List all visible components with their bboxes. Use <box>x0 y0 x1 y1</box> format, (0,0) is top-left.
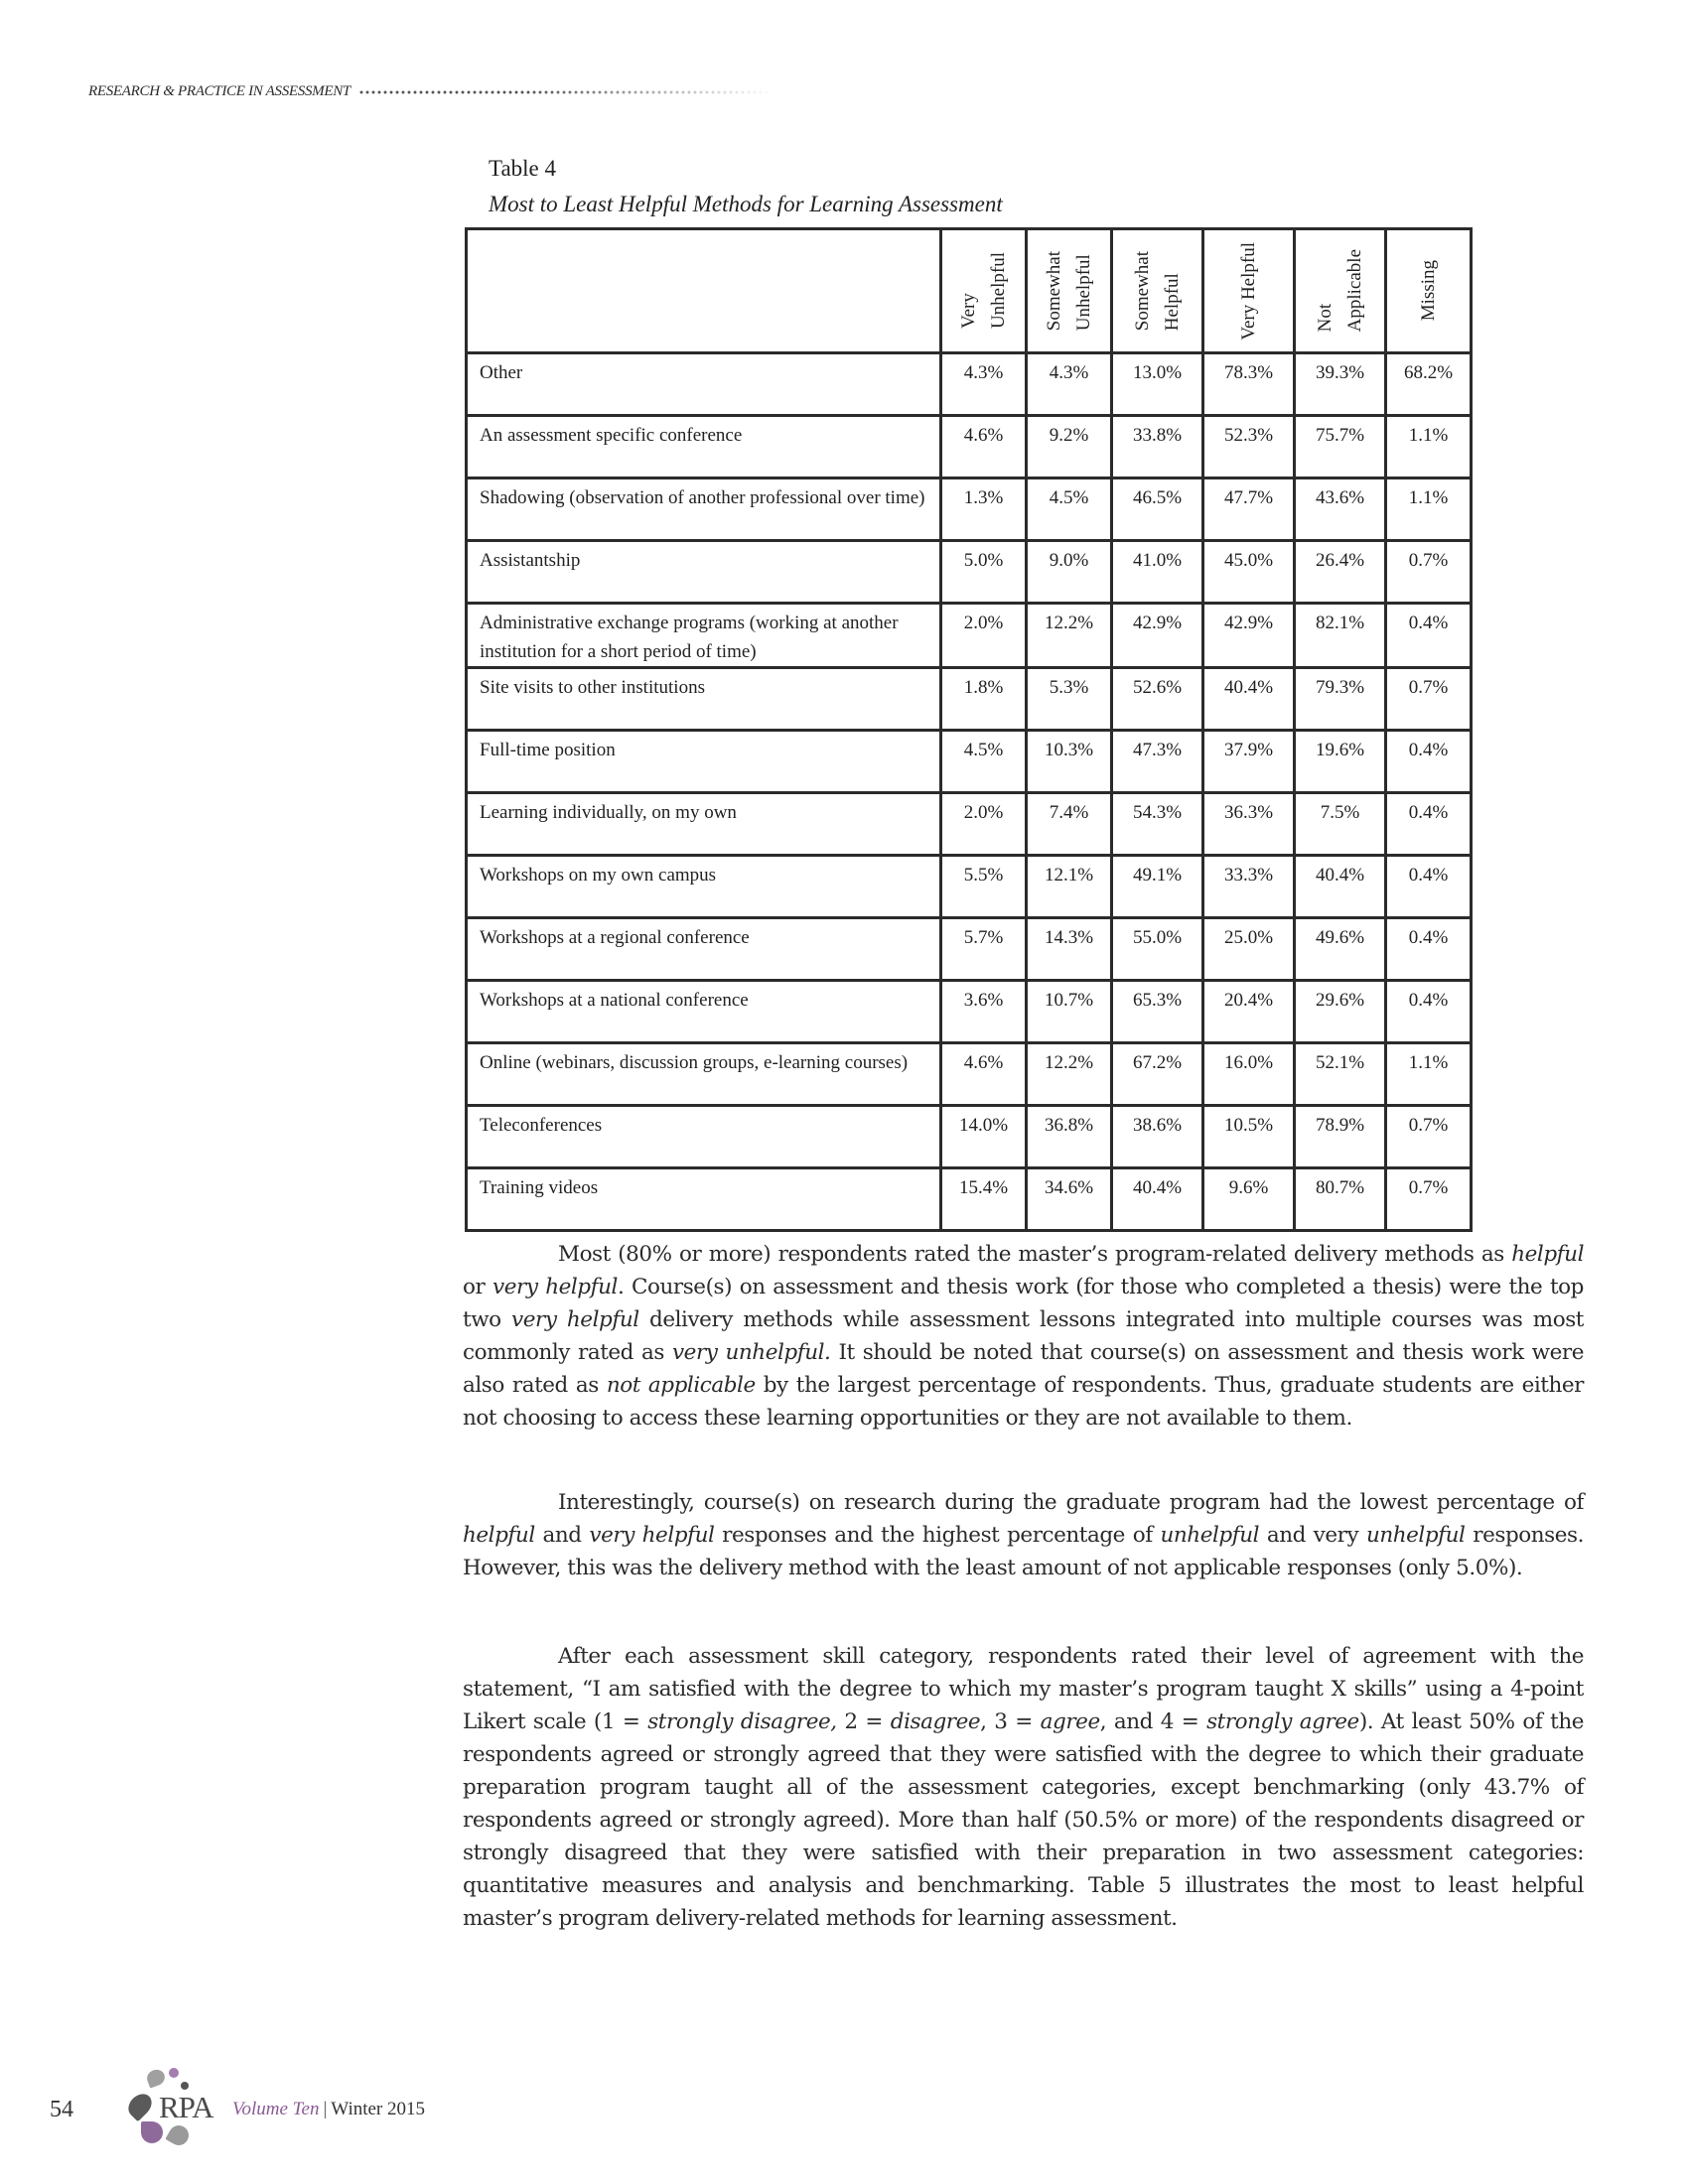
body-text: . Course(s) on assessment and thesis work (for those who completed a thesis) were the top two <box>463 1275 1584 1332</box>
table-cell: 0.7% <box>1386 1168 1472 1231</box>
table-cell: 0.7% <box>1386 541 1472 604</box>
table-cell: 12.2% <box>1027 604 1112 668</box>
table-cell: 3.6% <box>941 981 1027 1043</box>
table-cell: 10.5% <box>1203 1106 1295 1168</box>
emphasis-text: very helpful <box>492 1275 618 1299</box>
table-cell: 38.6% <box>1112 1106 1203 1168</box>
table-cell: 40.4% <box>1295 856 1386 918</box>
column-header: Not Applicable <box>1295 229 1386 353</box>
table-cell: 4.6% <box>941 416 1027 478</box>
column-header: Somewhat Helpful <box>1112 229 1203 353</box>
column-header: Missing <box>1386 229 1472 353</box>
body-text: responses and the highest percentage of <box>714 1523 1161 1548</box>
body-text: Interestingly, course(s) on research during the graduate program had the lowest percentage of <box>558 1490 1584 1515</box>
table-cell: 9.6% <box>1203 1168 1295 1231</box>
body-text: , and 4 = <box>1099 1709 1207 1734</box>
emphasis-text: helpful <box>463 1523 535 1548</box>
table-cell: 65.3% <box>1112 981 1203 1043</box>
table-row <box>467 1168 1472 1231</box>
journal-title: RESEARCH & PRACTICE IN ASSESSMENT <box>88 83 351 99</box>
paragraph <box>463 1238 1584 1434</box>
body-text: delivery methods while assessment lessons integrated into multiple courses was most commonly rated as <box>463 1307 1584 1365</box>
table-cell: 36.3% <box>1203 793 1295 856</box>
row-label: Assistantship <box>467 541 941 604</box>
table-cell: 1.1% <box>1386 416 1472 478</box>
table-cell: 26.4% <box>1295 541 1386 604</box>
table-cell: 33.8% <box>1112 416 1203 478</box>
table-cell: 45.0% <box>1203 541 1295 604</box>
page-footer <box>50 2070 425 2149</box>
table-cell: 55.0% <box>1112 918 1203 981</box>
logo-petal-icon <box>169 2068 179 2078</box>
table-cell: 5.3% <box>1027 668 1112 731</box>
table-cell: 0.4% <box>1386 731 1472 793</box>
body-text: responses. However, this was the delivery method with the least amount of not applicable responses (only 5.0%). <box>463 1523 1584 1580</box>
table-cell: 15.4% <box>941 1168 1027 1231</box>
table-cell: 0.4% <box>1386 981 1472 1043</box>
table-cell: 82.1% <box>1295 604 1386 668</box>
table-cell: 5.7% <box>941 918 1027 981</box>
body-text: 2 = <box>836 1709 891 1734</box>
table-cell: 54.3% <box>1112 793 1203 856</box>
table-cell: 0.4% <box>1386 918 1472 981</box>
table-cell: 2.0% <box>941 793 1027 856</box>
table-cell: 78.9% <box>1295 1106 1386 1168</box>
table-cell: 10.3% <box>1027 731 1112 793</box>
logo-petal-icon <box>145 2067 167 2088</box>
logo-petal-icon <box>124 2090 157 2122</box>
table-cell: 47.7% <box>1203 478 1295 541</box>
table-cell: 16.0% <box>1203 1043 1295 1106</box>
data-table <box>465 227 1473 1232</box>
emphasis-text: helpful <box>1511 1242 1584 1267</box>
table-cell: 42.9% <box>1112 604 1203 668</box>
emphasis-text: unhelpful <box>1160 1523 1260 1548</box>
table-cell: 9.2% <box>1027 416 1112 478</box>
table-cell: 20.4% <box>1203 981 1295 1043</box>
emphasis-text: strongly disagree, <box>647 1709 837 1734</box>
table-cell: 0.4% <box>1386 793 1472 856</box>
table-row <box>467 1106 1472 1168</box>
row-label: Full-time position <box>467 731 941 793</box>
table-row <box>467 981 1472 1043</box>
table-cell: 52.1% <box>1295 1043 1386 1106</box>
emphasis-text: disagree <box>890 1709 981 1734</box>
body-text: ). At least 50% of the respondents agreed or strongly agreed that they were satisfied with the degree to which their graduate preparation program taught all of the assessment categories, except benchmarking (only 43.7% of respondents agreed or strongly agreed). More than half (50.5% or more) of the respondents disagreed or strongly disagreed that they were satisfied with their preparation in two assessment categories: quantitative measures and analysis and benchmarking. Table 5 illustrates the most to least helpful master’s program delivery-related methods for learning assessment. <box>463 1709 1585 1931</box>
table-cell: 1.1% <box>1386 1043 1472 1106</box>
table-header-row <box>467 229 1472 353</box>
table-cell: 29.6% <box>1295 981 1386 1043</box>
row-label: Administrative exchange programs (working at another institution for a short period of time) <box>467 604 941 668</box>
table-row <box>467 353 1472 416</box>
row-label: Other <box>467 353 941 416</box>
table-cell: 67.2% <box>1112 1043 1203 1106</box>
table-cell: 2.0% <box>941 604 1027 668</box>
table-cell: 40.4% <box>1112 1168 1203 1231</box>
emphasis-text: very unhelpful. <box>671 1340 831 1365</box>
row-label: Workshops at a regional conference <box>467 918 941 981</box>
table-cell: 12.2% <box>1027 1043 1112 1106</box>
table-cell: 5.5% <box>941 856 1027 918</box>
table-title: Most to Least Helpful Methods for Learning Assessment <box>489 192 1003 216</box>
logo-petal-icon <box>165 2121 192 2148</box>
table-row <box>467 604 1472 668</box>
table-cell: 80.7% <box>1295 1168 1386 1231</box>
body-text: After each assessment skill category, respondents rated their level of agreement with the statement, “I am satisfied with the degree to which my master’s program taught X skills” using a 4-point Likert scale (1 = <box>463 1644 1584 1734</box>
row-label: Training videos <box>467 1168 941 1231</box>
row-label: Workshops at a national conference <box>467 981 941 1043</box>
table-cell: 25.0% <box>1203 918 1295 981</box>
table-cell: 5.0% <box>941 541 1027 604</box>
table-cell: 13.0% <box>1112 353 1203 416</box>
emphasis-text: agree <box>1040 1709 1100 1734</box>
table-cell: 52.3% <box>1203 416 1295 478</box>
column-header: Somewhat Unhelpful <box>1027 229 1112 353</box>
table-cell: 14.3% <box>1027 918 1112 981</box>
table-cell: 9.0% <box>1027 541 1112 604</box>
table-row <box>467 731 1472 793</box>
table-cell: 1.1% <box>1386 478 1472 541</box>
table-row <box>467 793 1472 856</box>
volume-label: Volume Ten <box>232 2099 320 2119</box>
dotted-rule <box>358 90 775 94</box>
emphasis-text: strongly agree <box>1206 1709 1359 1734</box>
emphasis-text: not applicable <box>606 1373 756 1398</box>
table-cell: 4.5% <box>1027 478 1112 541</box>
emphasis-text: very helpful <box>511 1307 639 1332</box>
table-cell: 75.7% <box>1295 416 1386 478</box>
table-cell: 78.3% <box>1203 353 1295 416</box>
running-head <box>88 83 775 100</box>
body-text: and <box>534 1523 590 1548</box>
rpa-logo <box>119 2070 228 2149</box>
table-cell: 4.3% <box>941 353 1027 416</box>
body-text: and very <box>1259 1523 1366 1548</box>
row-label: An assessment specific conference <box>467 416 941 478</box>
table-cell: 1.8% <box>941 668 1027 731</box>
emphasis-text: very helpful <box>589 1523 715 1548</box>
table-row <box>467 478 1472 541</box>
table-cell: 47.3% <box>1112 731 1203 793</box>
table-cell: 42.9% <box>1203 604 1295 668</box>
table-cell: 4.3% <box>1027 353 1112 416</box>
table-cell: 0.7% <box>1386 1106 1472 1168</box>
table-cell: 7.5% <box>1295 793 1386 856</box>
table-cell: 19.6% <box>1295 731 1386 793</box>
body-text: Most (80% or more) respondents rated the master’s program-related delivery methods as <box>558 1242 1512 1267</box>
table-cell: 37.9% <box>1203 731 1295 793</box>
body-text: or <box>463 1275 493 1299</box>
issue-season: Winter 2015 <box>331 2099 426 2119</box>
table-cell: 0.4% <box>1386 856 1472 918</box>
table-cell: 7.4% <box>1027 793 1112 856</box>
table-cell: 49.1% <box>1112 856 1203 918</box>
table-cell: 4.6% <box>941 1043 1027 1106</box>
table-cell: 52.6% <box>1112 668 1203 731</box>
body-text: by the largest percentage of respondents. Thus, graduate students are either not choosing to access these learning opportunities or they are not available to them. <box>463 1373 1584 1431</box>
body-text: It should be noted that course(s) on assessment and thesis work were also rated as <box>463 1340 1585 1398</box>
table-row <box>467 668 1472 731</box>
table-row <box>467 1043 1472 1106</box>
column-header: Very Unhelpful <box>941 229 1027 353</box>
emphasis-text: unhelpful <box>1365 1523 1466 1548</box>
table-cell: 68.2% <box>1386 353 1472 416</box>
table-cell: 36.8% <box>1027 1106 1112 1168</box>
paragraph <box>463 1486 1584 1584</box>
table-cell: 0.4% <box>1386 604 1472 668</box>
row-label: Online (webinars, discussion groups, e-learning courses) <box>467 1043 941 1106</box>
table-cell: 10.7% <box>1027 981 1112 1043</box>
row-label: Workshops on my own campus <box>467 856 941 918</box>
table-row <box>467 918 1472 981</box>
table-row <box>467 856 1472 918</box>
table-number: Table 4 <box>489 156 557 181</box>
paragraph <box>463 1640 1584 1935</box>
table-cell: 46.5% <box>1112 478 1203 541</box>
body-text: , 3 = <box>980 1709 1041 1734</box>
table-cell: 1.3% <box>941 478 1027 541</box>
table-cell: 34.6% <box>1027 1168 1112 1231</box>
logo-text: RPA <box>159 2090 213 2124</box>
table-cell: 33.3% <box>1203 856 1295 918</box>
table-row <box>467 416 1472 478</box>
table-cell: 39.3% <box>1295 353 1386 416</box>
table-cell: 79.3% <box>1295 668 1386 731</box>
page-number: 54 <box>50 2096 73 2122</box>
row-label: Shadowing (observation of another professional over time) <box>467 478 941 541</box>
row-label: Learning individually, on my own <box>467 793 941 856</box>
row-label: Teleconferences <box>467 1106 941 1168</box>
table-cell: 43.6% <box>1295 478 1386 541</box>
table-cell: 4.5% <box>941 731 1027 793</box>
table-cell: 0.7% <box>1386 668 1472 731</box>
row-label: Site visits to other institutions <box>467 668 941 731</box>
table-cell: 14.0% <box>941 1106 1027 1168</box>
table-cell: 12.1% <box>1027 856 1112 918</box>
table-cell: 41.0% <box>1112 541 1203 604</box>
header-corner-cell <box>467 229 941 353</box>
column-header: Very Helpful <box>1203 229 1295 353</box>
table-cell: 49.6% <box>1295 918 1386 981</box>
table-row <box>467 541 1472 604</box>
table-cell: 40.4% <box>1203 668 1295 731</box>
logo-petal-icon <box>181 2082 189 2090</box>
footer-separator: | <box>323 2099 328 2119</box>
